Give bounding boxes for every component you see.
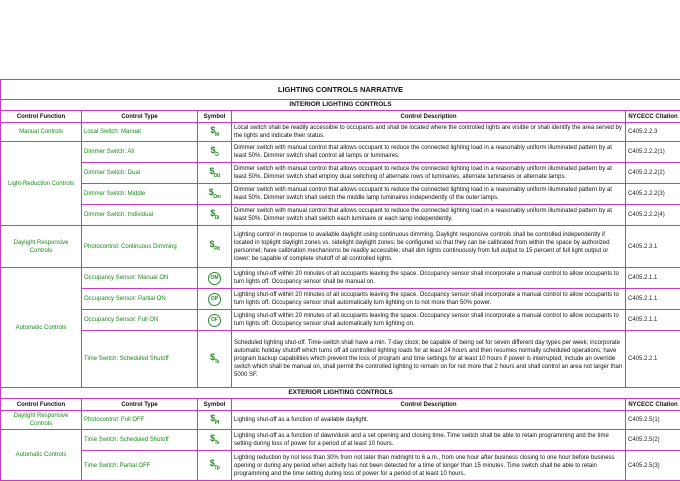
table-row	[1, 430, 680, 451]
occupancy-sensor-icon: OM	[198, 268, 232, 289]
header-control-type: Control Type	[82, 399, 198, 411]
occupancy-sensor-icon: OP	[198, 289, 232, 310]
control-description: Lighting reduction by not less than 30% from not later than midnight to 6 a.m., from one hour after business closing to one hour before business opening or during any period when activity has not been detected for a time of longer than 15 minutes. Time switch shall be able to retain programming and the time setting during loss of power for a period of at least 10 hours.	[232, 451, 626, 481]
control-function: Automatic Controls	[1, 268, 82, 388]
control-description: Dimmer switch with manual control that allows occupant to reduce the connected lighting load in a reasonably uniform illuminated pattern by at least 50%. Dimmer switch shall control all lamps or luminaires.	[232, 142, 626, 163]
table-row	[1, 268, 680, 289]
header-control-function: Control Function	[1, 111, 82, 123]
header-symbol: Symbol	[198, 111, 232, 123]
control-type: Occupancy Sensor: Manual ON	[82, 268, 198, 289]
control-description: Lighting shut-off within 20 minutes of all occupants leaving the space. Occupancy sensor shall incorporate a manual control to allow occupants to turn lights off. Occupancy sensor shall be manual on.	[232, 268, 626, 289]
citation: C405.2.3.1	[626, 226, 680, 268]
header-control-description: Control Description	[232, 399, 626, 411]
control-description: Scheduled lighting shut-off. Time-switch shall have a min. 7-day clock; be capable of being set for seven different day types per week; incorporate automatic holiday shutoff which turns off all controlled lighting loads for at least 24 hours and then resumes normally scheduled operations; have program backup capabilities which prevent the loss of program and time settings for at least 10 hours if power is interrupted; include an override switch which shall be manual on, shall permit the controlled lighting to remain on for not more that 2 hours and shall control an area not larger than 5000 SF.	[232, 331, 626, 388]
dimmer-symbol-icon: $\$_{Dd}$	[198, 163, 232, 184]
lighting-controls-sheet	[0, 79, 680, 481]
control-type: Photocontrol: Full OFF	[82, 411, 198, 430]
table-row	[1, 451, 680, 481]
control-type: Photocontrol: Continuous Dimming	[82, 226, 198, 268]
control-type: Time Switch: Partial OFF	[82, 451, 198, 481]
citation: C405.2.2.2(2)	[626, 163, 680, 184]
header-symbol: Symbol	[198, 399, 232, 411]
citation: C405.2.1.1	[626, 310, 680, 331]
control-description: Lighting control in response to available daylight using continuous dimming. Daylight responsive controls shall be controlled independently if located in toplight daylight zones vs. sidelight daylight zones; be configured so that they can be calibrated from within the space by authorized personnel; have calibration mechanisms be readily accessible; shall dim lights continuously from full output to 15 percent of full light output or lower; be capable of complete shutoff of all controlled lights.	[232, 226, 626, 268]
control-type: Dimmer Switch: All	[82, 142, 198, 163]
control-type: Occupancy Sensor: Full ON	[82, 310, 198, 331]
control-type: Occupancy Sensor: Partial ON	[82, 289, 198, 310]
photocontrol-symbol-icon: $\$_{Pd}$	[198, 226, 232, 268]
citation: C405.2.5(1)	[626, 411, 680, 430]
exterior-section-title: EXTERIOR LIGHTING CONTROLS	[1, 388, 680, 399]
control-function: Manual Controls	[1, 123, 82, 142]
control-function: Light-Reduction Controls	[1, 142, 82, 226]
control-type: Local Switch: Manual	[82, 123, 198, 142]
table-row	[1, 123, 680, 142]
dimmer-symbol-icon: $\$_{Di}$	[198, 205, 232, 226]
control-description: Local switch shall be readily accessible to occupants and shall be located where the controlled lights are visible or shall identify the area served by the lights and indicate their status.	[232, 123, 626, 142]
control-description: Lighting shut-off as a function of dawn/dusk and a set opening and closing time. Time switch shall be able to retain programming and the time setting during loss of power for a period of at least 10 hours.	[232, 430, 626, 451]
header-control-description: Control Description	[232, 111, 626, 123]
lighting-controls-table	[0, 79, 680, 481]
control-type: Time Switch: Scheduled Shutoff	[82, 331, 198, 388]
control-type: Dimmer Switch: Middle	[82, 184, 198, 205]
table-row	[1, 310, 680, 331]
citation: C405.2.2.2(4)	[626, 205, 680, 226]
control-description: Dimmer switch with manual control that allows occupant to reduce the connected lighting load in a reasonably uniform illuminated pattern by at least 50%. Dimmer switch shall switch each luminaire or each lamp independently.	[232, 205, 626, 226]
occupancy-sensor-icon: OF	[198, 310, 232, 331]
table-row	[1, 226, 680, 268]
header-control-type: Control Type	[82, 111, 198, 123]
photocontrol-symbol-icon: $\$_{Pf}$	[198, 411, 232, 430]
control-description: Dimmer switch with manual control that allows occupant to reduce the connected lighting load in a reasonably uniform illuminated pattern by at least 50%. Dimmer switch shall switch the middle lamp luminaires independently of the outer lamps.	[232, 184, 626, 205]
interior-section-title: INTERIOR LIGHTING CONTROLS	[1, 100, 680, 111]
citation: C405.2.1.1	[626, 268, 680, 289]
control-function: Daylight Responsive Controls	[1, 411, 82, 430]
citation: C405.2.2.3	[626, 123, 680, 142]
table-row	[1, 205, 680, 226]
control-type: Dimmer Switch: Dual	[82, 163, 198, 184]
control-function: Automatic Controls	[1, 430, 82, 481]
table-row	[1, 289, 680, 310]
time-switch-symbol-icon: $\$_{Tp}$	[198, 451, 232, 481]
header-citation: NYCECC Citation	[626, 111, 680, 123]
citation: C405.2.5(2)	[626, 430, 680, 451]
control-description: Dimmer switch with manual control that allows occupant to reduce the connected lighting load in a reasonably uniform illuminated pattern by at least 50%. Dimmer switch shall employ dual switching of alternate rows of luminaires, alternate luminaires or alternate lamps.	[232, 163, 626, 184]
table-row	[1, 163, 680, 184]
table-row	[1, 142, 680, 163]
citation: C405.2.2.1	[626, 331, 680, 388]
header-citation: NYCECC Citation	[626, 399, 680, 411]
switch-symbol-icon: $\$_M$	[198, 123, 232, 142]
table-row	[1, 331, 680, 388]
table-row	[1, 411, 680, 430]
control-description: Lighting shut-off within 20 minutes of all occupants leaving the space. Occupancy sensor shall incorporate a manual control to allow occupants to turn lights off. Occupancy sensor shall automatically turn lighting on to not more than 50% power.	[232, 289, 626, 310]
citation: C405.2.5(3)	[626, 451, 680, 481]
control-description: Lighting shut-off within 20 minutes of all occupants leaving the space. Occupancy sensor shall incorporate a manual control to allow occupants to turn lights off. Occupancy sensor shall automatically turn lighting on.	[232, 310, 626, 331]
table-row	[1, 184, 680, 205]
control-description: Lighting shut-off as a function of available daylight.	[232, 411, 626, 430]
citation: C405.2.2.2(3)	[626, 184, 680, 205]
control-type: Time Switch: Scheduled Shutoff	[82, 430, 198, 451]
dimmer-symbol-icon: $\$_{Dm}$	[198, 184, 232, 205]
dimmer-symbol-icon: $\$_D$	[198, 142, 232, 163]
header-control-function: Control Function	[1, 399, 82, 411]
time-switch-symbol-icon: $\$_{Ts}$	[198, 331, 232, 388]
citation: C405.2.2.2(1)	[626, 142, 680, 163]
control-function: Daylight Responsive Controls	[1, 226, 82, 268]
document-title: LIGHTING CONTROLS NARRATIVE	[1, 80, 680, 100]
citation: C405.2.1.1	[626, 289, 680, 310]
time-switch-symbol-icon: $\$_{Ts}$	[198, 430, 232, 451]
control-type: Dimmer Switch: Individual	[82, 205, 198, 226]
